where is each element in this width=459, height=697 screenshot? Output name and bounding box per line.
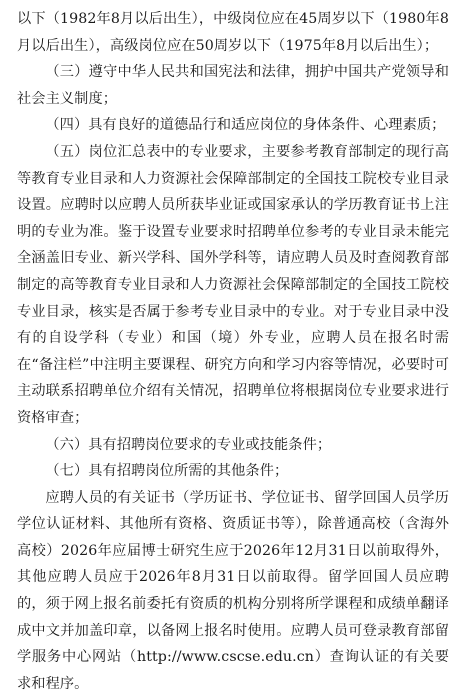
paragraph-condition-6: （六）具有招聘岗位要求的专业或技能条件；: [45, 436, 332, 453]
paragraph-condition-3: （三）遵守中华人民共和国宪法和法律，拥护中国共产党领导和社会主义制度；: [17, 64, 449, 107]
paragraph-age-requirements: 以下（1982年8月以后出生），中级岗位应在45周岁以下（1980年8月以后出生），高级岗位应在50周岁以下（1975年8月以后出生）；: [17, 11, 449, 54]
paragraph-condition-7: （七）具有招聘岗位所需的其他条件；: [45, 463, 289, 480]
paragraph-condition-5: （五）岗位汇总表中的专业要求，主要参考教育部制定的现行高等教育专业目录和人力资源社会保障部制定的全国技工院校专业目录设置。应聘时以应聘人员所获毕业证或国家承认的学历教育证书上注明的专业为准。鉴于设置专业要求时招聘单位参考的专业目录未能完全涵盖旧专业、新兴学科、国外学科等，请应聘人员及时查阅教育部制定的高等教育专业目录和人力资源社会保障部制定的全国技工院校专业目录，核实是否属于参考专业目录中的专业。对于专业目录中没有的自设学科（专业）和国（境）外专业，应聘人员在报名时需在“备注栏”中注明主要课程、研究方向和学习内容等情况，必要时可主动联系招聘单位介绍有关情况，招聘单位将根据岗位专业要求进行资格审查；: [17, 143, 449, 426]
paragraph-certificates: 应聘人员的有关证书（学历证书、学位证书、留学回国人员学历学位认证材料、其他所有资格、资质证书等），除普通高校（含海外高校）2026年应届博士研究生应于2026年12月31日以前取得外，其他应聘人员应于2026年8月31日以前取得。留学回国人员应聘的，须于网上报名前委托有资质的机构分别将所学课程和成绩单翻译成中文并加盖印章，以备网上报名时使用。应聘人员可登录教育部留学服务中心网站（http://www.cscse.edu.cn）查询认证的有关要求和程序。: [17, 489, 449, 692]
paragraph-condition-4: （四）具有良好的道德品行和适应岗位的身体条件、心理素质；: [45, 117, 446, 134]
